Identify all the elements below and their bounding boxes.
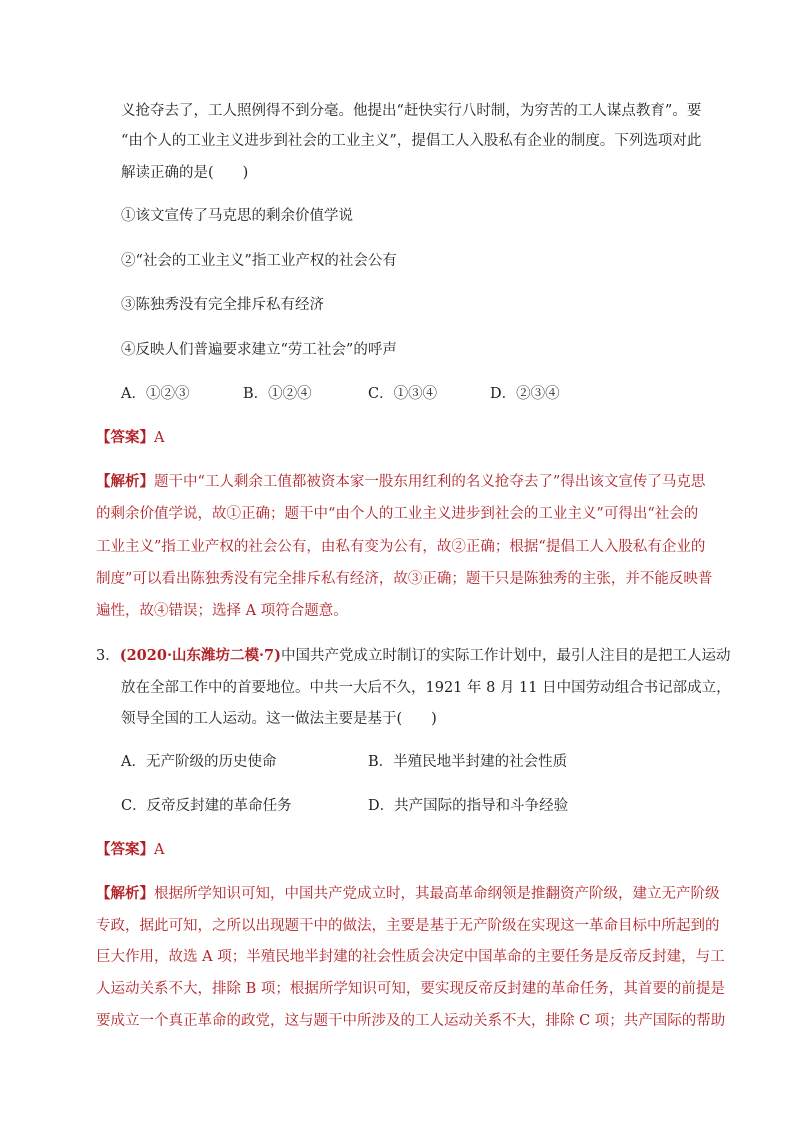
q3-stem-line-3: 领导全国的工人运动。这一做法主要是基于( ) <box>121 711 437 727</box>
q2-analysis-line-5: 遍性，故④错误；选择 A 项符合题意。 <box>96 603 348 619</box>
q2-option-b: B．①②④ <box>243 386 312 402</box>
q3-analysis-line-2: 专政，据此可知，之所以出现题干中的做法，主要是基于无产阶级在实现这一革命目标中所起到的 <box>96 918 720 934</box>
q3-analysis-line-5: 要成立一个真正革命的政党，这与题干中所涉及的工人运动关系不大，排除 C 项；共产国际的帮助 <box>96 1013 726 1029</box>
q2-answer-label: 【答案】 <box>96 429 154 446</box>
q3-analysis-line-3: 巨大作用，故选 A 项；半殖民地半封建的社会性质会决定中国革命的主要任务是反帝反封建，与工 <box>96 949 725 965</box>
q2-option-d: D．②③④ <box>490 386 560 402</box>
q2-stem-line-1: 义抢夺去了，工人照例得不到分毫。他提出“赶快实行八时制，为穷苦的工人谋点教育”。要 <box>121 103 702 119</box>
q2-analysis-text-1: 题干中“工人剩余工值都被资本家一股东用红利的名义抢夺去了”得出该文宣传了马克思 <box>154 474 706 490</box>
q3-stem-line-2: 放在全部工作中的首要地位。中共一大后不久，1921 年 8 月 11 日中国劳动组合书记部成立， <box>121 680 731 696</box>
q3-source: (2020·山东潍坊二模·7) <box>119 647 281 664</box>
q3-analysis-text-1: 根据所学知识可知，中国共产党成立时，其最高革命纲领是推翻资产阶级，建立无产阶级 <box>154 886 720 902</box>
q3-answer-label: 【答案】 <box>96 841 154 858</box>
q3-analysis-label: 【解析】 <box>96 885 154 902</box>
q2-analysis-line-4: 制度”可以看出陈独秀没有完全排斥私有经济，故③正确；题干只是陈独秀的主张，并不能反映普 <box>96 571 713 587</box>
q2-statement-4: ④反映人们普遍要求建立“劳工社会”的呼声 <box>121 342 397 358</box>
q2-stem-line-3: 解读正确的是( ) <box>121 165 249 181</box>
q2-answer <box>96 428 164 448</box>
q3-option-b: B．半殖民地半封建的社会性质 <box>368 754 568 770</box>
q2-analysis-line-2: 的剩余价值学说，故①正确；题干中“由个人的工业主义进步到社会的工业主义”可得出“社会的 <box>96 506 699 522</box>
q3-analysis-line-4: 人运动关系不大，排除 B 项；根据所学知识可知，要实现反帝反封建的革命任务，其首要的前提是 <box>96 981 725 997</box>
q2-option-a: A．①②③ <box>121 386 190 402</box>
q2-stem-line-2: “由个人的工业主义进步到社会的工业主义”，提倡工人入股私有企业的制度。下列选项对此 <box>121 133 702 149</box>
q3-stem-text-1: 中国共产党成立时制订的实际工作计划中，最引人注目的是把工人运动 <box>281 648 731 664</box>
q2-statement-1: ①该文宣传了马克思的剩余价值学说 <box>121 208 353 224</box>
q3-number: 3． <box>96 648 120 664</box>
q2-analysis-line-1 <box>96 472 705 492</box>
q2-analysis-label: 【解析】 <box>96 473 154 490</box>
q3-option-a: A．无产阶级的历史使命 <box>121 754 277 770</box>
q2-option-c: C．①③④ <box>368 386 438 402</box>
q3-stem-line-1 <box>96 646 731 666</box>
q3-option-c: C．反帝反封建的革命任务 <box>121 798 292 814</box>
q2-analysis-line-3: 工业主义”指工业产权的社会公有，由私有变为公有，故②正确；根据“提倡工人入股私有企业的 <box>96 539 706 555</box>
q3-answer-value: A <box>154 842 165 858</box>
q3-analysis-line-1 <box>96 884 720 904</box>
q2-statement-2: ②“社会的工业主义”指工业产权的社会公有 <box>121 253 397 269</box>
q3-answer <box>96 840 164 860</box>
q3-option-d: D．共产国际的指导和斗争经验 <box>368 798 569 814</box>
q2-answer-value: A <box>154 430 165 446</box>
q2-statement-3: ③陈独秀没有完全排斥私有经济 <box>121 297 324 313</box>
